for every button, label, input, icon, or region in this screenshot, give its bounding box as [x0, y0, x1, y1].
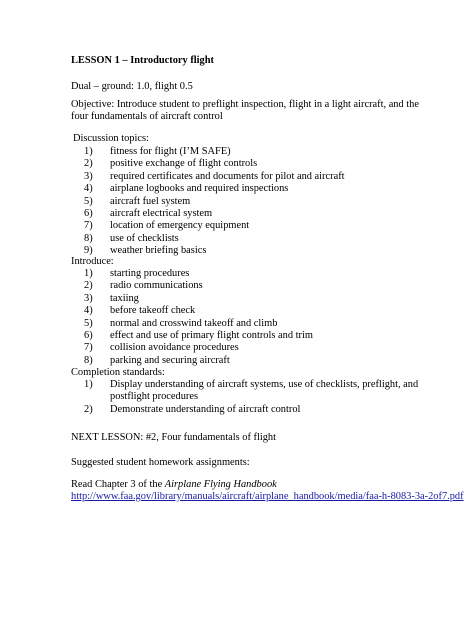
book-title: Airplane Flying Handbook — [164, 479, 277, 490]
item-text: use of checklists — [110, 232, 179, 244]
item-text: Display understanding of aircraft systems, use of checklists, preflight, and postflight procedures — [110, 379, 419, 403]
homework-heading: Suggested student homework assignments: — [71, 457, 250, 468]
item-text: weather briefing basics — [110, 245, 207, 257]
item-number: 3) — [84, 292, 93, 304]
list-item — [84, 355, 444, 367]
list-item — [84, 268, 444, 280]
introduce-heading: Introduce: — [71, 256, 114, 267]
item-number: 1) — [84, 146, 93, 157]
item-number: 2) — [84, 280, 93, 292]
item-number: 7) — [84, 220, 93, 232]
item-number: 4) — [84, 183, 93, 195]
item-text: location of emergency equipment — [110, 220, 250, 232]
lesson-title: LESSON 1 – Introductory flight — [71, 55, 214, 66]
item-number: 9) — [84, 245, 93, 257]
list-item — [84, 342, 444, 354]
item-number: 5) — [84, 317, 93, 329]
item-text: aircraft fuel system — [110, 195, 191, 207]
item-number: 6) — [84, 207, 93, 219]
list-item — [84, 196, 444, 208]
discussion-topics-heading: Discussion topics: — [73, 133, 149, 144]
item-number: 8) — [84, 354, 93, 366]
list-item — [84, 305, 444, 317]
item-text: fitness for flight (I’M SAFE) — [110, 146, 231, 157]
item-text: radio communications — [110, 280, 203, 292]
item-number: 2) — [84, 158, 93, 170]
item-text: aircraft electrical system — [110, 207, 213, 219]
item-number: 3) — [84, 170, 93, 182]
item-text: taxiing — [110, 292, 139, 304]
item-number: 8) — [84, 232, 93, 244]
item-text: effect and use of primary flight controls and trim — [110, 329, 313, 341]
item-text: parking and securing aircraft — [110, 354, 230, 366]
item-number: 7) — [84, 342, 93, 354]
reading-assignment — [71, 479, 451, 491]
item-text: normal and crosswind takeoff and climb — [110, 317, 278, 329]
discussion-topics-list — [84, 146, 444, 258]
list-item — [84, 220, 444, 232]
introduce-list — [84, 268, 444, 367]
completion-standards-list — [84, 379, 444, 416]
item-number: 1) — [84, 379, 93, 390]
item-number: 2) — [84, 403, 93, 415]
item-number: 4) — [84, 305, 93, 317]
list-item — [84, 183, 444, 195]
list-item — [84, 208, 444, 220]
item-text: collision avoidance procedures — [110, 342, 239, 354]
list-item — [84, 404, 444, 416]
item-text: positive exchange of flight controls — [110, 158, 258, 170]
item-number: 6) — [84, 329, 93, 341]
completion-standards-heading: Completion standards: — [71, 367, 165, 378]
list-item — [84, 280, 444, 292]
handbook-link[interactable]: http://www.faa.gov/library/manuals/aircraft/airplane_handbook/media/faa-h-8083-3a-2of7.pdf — [71, 491, 464, 502]
item-number: 5) — [84, 195, 93, 207]
item-text: Demonstrate understanding of aircraft control — [110, 403, 301, 415]
list-item — [84, 293, 444, 305]
list-item — [84, 158, 444, 170]
item-text: starting procedures — [110, 268, 190, 279]
list-item — [84, 146, 444, 158]
next-lesson-line: NEXT LESSON: #2, Four fundamentals of flight — [71, 432, 277, 443]
objective-paragraph: Objective: Introduce student to preflight inspection, flight in a light aircraft, and the four fundamentals of aircraft control — [71, 99, 419, 123]
list-item — [84, 233, 444, 245]
reading-prefix: Read Chapter 3 of the — [71, 479, 165, 490]
list-item — [84, 330, 444, 342]
list-item — [84, 171, 444, 183]
list-item — [84, 318, 444, 330]
list-item — [84, 379, 444, 404]
item-number: 1) — [84, 268, 93, 279]
item-text: before takeoff check — [110, 305, 196, 317]
item-text: airplane logbooks and required inspections — [110, 183, 289, 195]
item-text: required certificates and documents for pilot and aircraft — [110, 170, 345, 182]
dual-time-line: Dual – ground: 1.0, flight 0.5 — [71, 81, 193, 92]
